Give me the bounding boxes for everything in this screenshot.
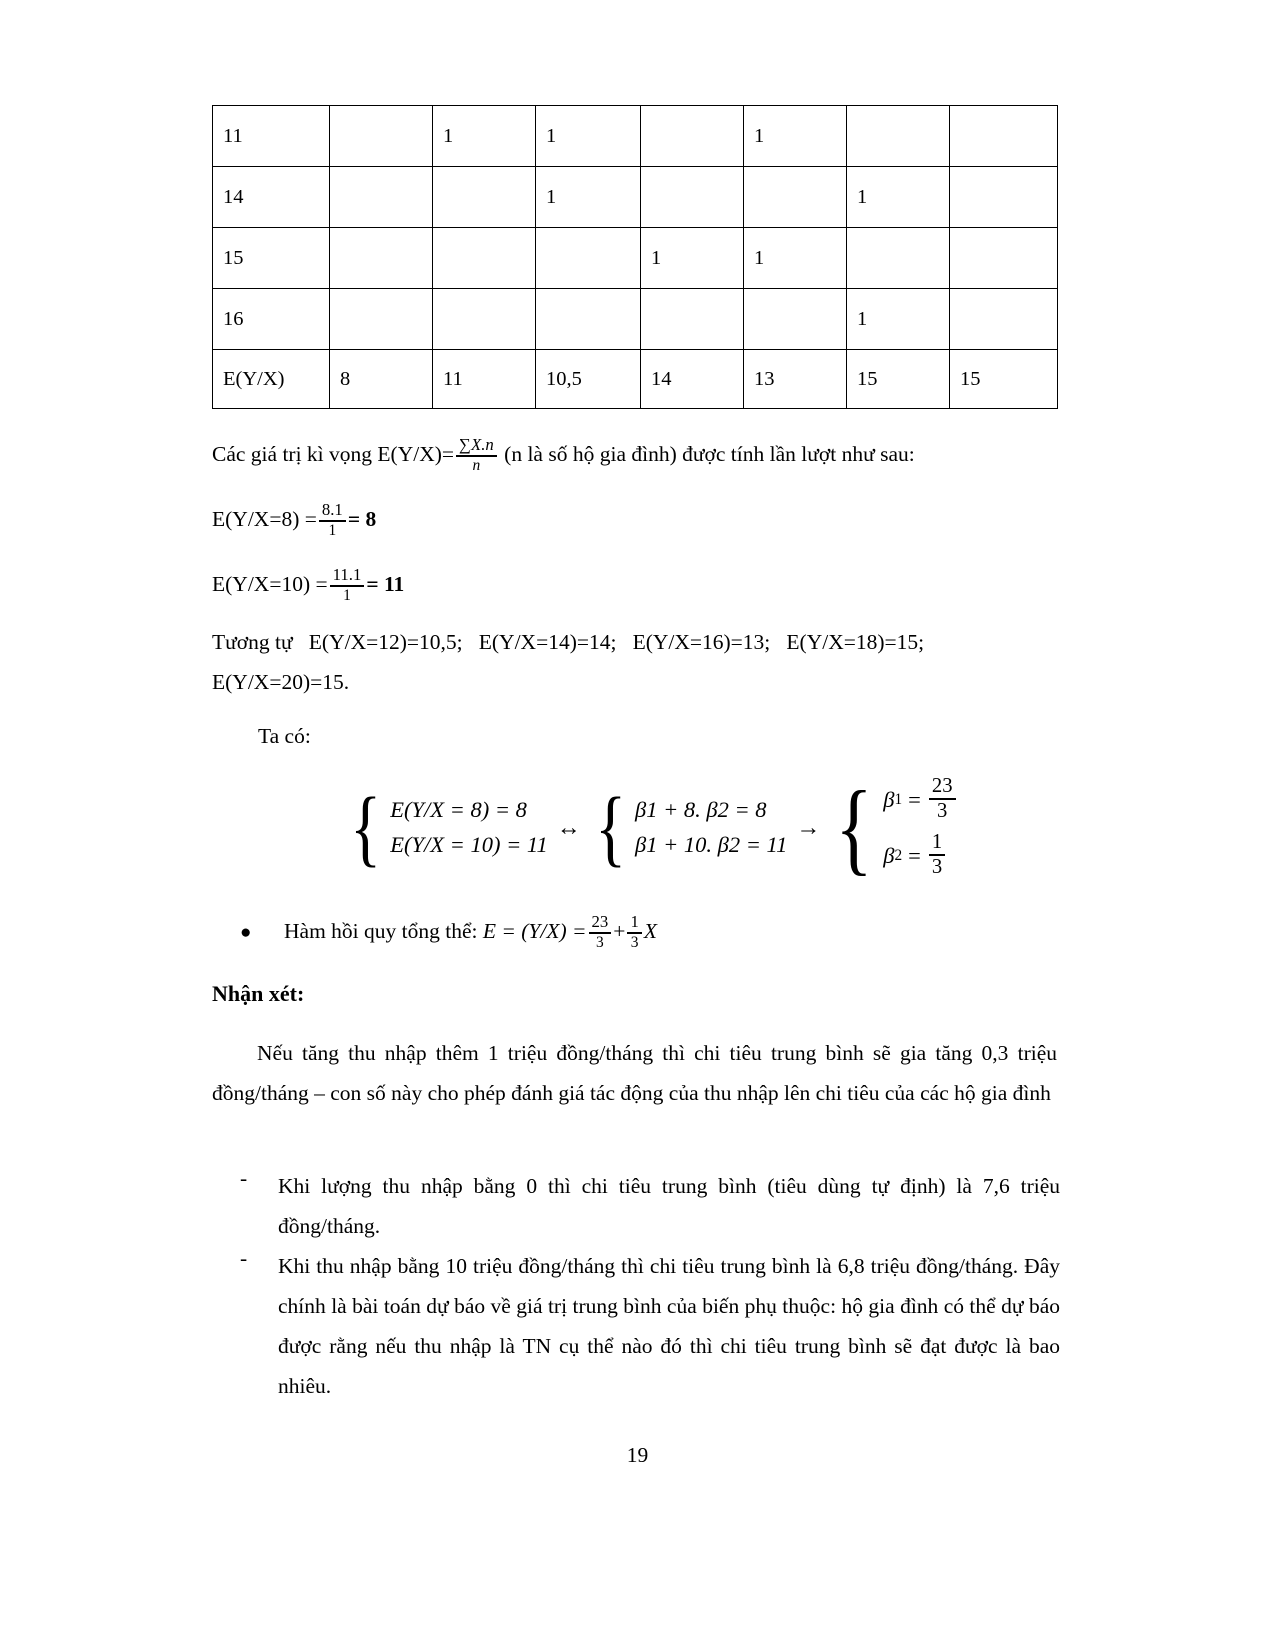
regression-label: Hàm hồi quy tổng thể: <box>284 919 478 944</box>
fraction-denominator: 3 <box>931 856 943 878</box>
similar-item: E(Y/X=16)=13; <box>632 630 771 654</box>
equivalence-arrow-icon: ↔ <box>556 814 581 841</box>
table-cell <box>433 167 536 228</box>
fraction-numerator: 1 <box>929 832 945 856</box>
similar-values-wrap: E(Y/X=20)=15. <box>212 670 350 694</box>
slope-fraction <box>627 914 641 950</box>
fraction-denominator: n <box>472 456 481 474</box>
fraction-numerator: 11.1 <box>330 567 365 587</box>
table-cell <box>433 228 536 289</box>
beta2-value-fraction <box>929 832 945 877</box>
fraction-denominator: 1 <box>343 586 351 604</box>
regression-bullet-content <box>284 912 657 951</box>
table-cell <box>744 167 847 228</box>
equation-row: E(Y/X = 8) = 8 <box>390 797 527 823</box>
table-cell: 1 <box>744 106 847 167</box>
table-cell <box>330 228 433 289</box>
fraction-denominator: 3 <box>630 933 639 951</box>
intercept-fraction <box>589 914 612 950</box>
equation-row: β1 + 10. β2 = 11 <box>635 832 788 857</box>
plus-sign: + <box>613 919 626 944</box>
beta1-value-fraction <box>929 776 956 821</box>
fraction-denominator: 1 <box>328 521 337 539</box>
table-row <box>213 289 1058 350</box>
table-cell <box>950 289 1058 350</box>
table-cell: 1 <box>847 167 950 228</box>
equation-row: β1 + 8. β2 = 8 <box>635 797 767 823</box>
table-cell <box>330 289 433 350</box>
frequency-table <box>212 105 1058 409</box>
table-cell: 10,5 <box>536 350 641 409</box>
calc1-rhs: = 8 <box>347 507 377 532</box>
beta-symbol: β <box>883 786 895 812</box>
system-right-column <box>879 772 957 884</box>
table-cell: 1 <box>536 167 641 228</box>
table-cell: 11 <box>433 350 536 409</box>
equals-sign: = <box>908 786 921 812</box>
we-have-label: Ta có: <box>258 724 311 748</box>
list-item-text: Khi thu nhập bằng 10 triệu đồng/tháng thì chi tiêu trung bình là 6,8 triệu đồng/tháng. Đây chính là bài toán dự báo về giá trị trung bình của biến phụ thuộc: hộ gia đình có thể dự báo được rằng nếu thu nhập là TN cụ thể nào đó thì chi tiêu trung bình sẽ đạt được là bao nhiêu. <box>278 1254 1060 1398</box>
table-cell: 15 <box>950 350 1058 409</box>
table-cell <box>641 167 744 228</box>
system-left-column <box>386 793 547 863</box>
list-item <box>240 1246 1060 1406</box>
calc1-lhs: E(Y/X=8) = <box>212 507 317 532</box>
remark-paragraph: Nếu tăng thu nhập thêm 1 triệu đồng/tháng thì chi tiêu trung bình sẽ gia tăng 0,3 triệu đồng/tháng – con số này cho phép đánh giá tác động của thu nhập lên chi tiêu của các hộ gia đình <box>212 1041 1057 1105</box>
table-cell: 1 <box>536 106 641 167</box>
beta-symbol: β <box>883 842 895 868</box>
calc2-fraction <box>330 567 365 603</box>
table-row <box>213 167 1058 228</box>
solution-row-beta2 <box>883 828 957 884</box>
table-row <box>213 106 1058 167</box>
dash-marker-icon: - <box>240 1166 248 1190</box>
solution-row-beta1 <box>883 772 957 828</box>
table-row-label: 15 <box>213 228 330 289</box>
similar-prefix: Tương tự <box>212 630 293 654</box>
table-cell <box>330 106 433 167</box>
bullet-dot-icon: ● <box>240 922 252 944</box>
calc2-lhs: E(Y/X=10) = <box>212 572 328 597</box>
equals-sign: = <box>908 842 921 868</box>
similar-item: E(Y/X=18)=15; <box>786 630 925 654</box>
table-cell <box>330 167 433 228</box>
equation-row: E(Y/X = 10) = 11 <box>390 832 548 857</box>
right-brace-icon: { <box>835 769 874 885</box>
middle-brace-icon: { <box>594 779 626 876</box>
expected-value-intro <box>212 435 915 474</box>
intro-text-before: Các giá trị kì vọng E(Y/X)= <box>212 442 455 467</box>
table-cell <box>641 106 744 167</box>
remark-heading: Nhận xét: <box>212 981 305 1006</box>
sum-over-n-fraction <box>456 437 497 473</box>
table-cell: 1 <box>433 106 536 167</box>
fraction-denominator: 3 <box>937 800 948 822</box>
table-cell: 1 <box>744 228 847 289</box>
page-number: 19 <box>626 1443 649 1467</box>
list-item <box>240 1166 1060 1246</box>
table-row-label: 11 <box>213 106 330 167</box>
table-cell <box>847 106 950 167</box>
fraction-denominator: 3 <box>596 933 604 951</box>
system-of-equations <box>345 769 958 885</box>
calc-line-x8 <box>212 500 377 539</box>
table-cell: 13 <box>744 350 847 409</box>
table-cell <box>950 228 1058 289</box>
fraction-numerator: 1 <box>627 914 641 934</box>
regression-variable: X <box>643 919 657 944</box>
regression-formula-lhs: E = (Y/X) = <box>482 919 587 944</box>
table-cell <box>950 106 1058 167</box>
table-cell <box>433 289 536 350</box>
table-cell <box>950 167 1058 228</box>
similar-item: E(Y/X=14)=14; <box>478 630 617 654</box>
table-cell: 15 <box>847 350 950 409</box>
system-middle-column <box>631 793 787 863</box>
table-row-expected-value <box>213 350 1058 409</box>
regression-function-bullet <box>240 912 657 951</box>
similar-values-line <box>212 632 924 654</box>
calc-line-x10 <box>212 565 405 604</box>
implies-arrow-icon: → <box>796 814 821 841</box>
table-cell: 1 <box>847 289 950 350</box>
table-cell <box>536 228 641 289</box>
fraction-numerator: ∑X.n <box>456 437 497 457</box>
fraction-numerator: 23 <box>929 776 956 800</box>
beta-subscript: 2 <box>894 846 903 864</box>
calc1-fraction <box>319 502 346 538</box>
calc2-rhs: = 11 <box>366 572 405 597</box>
table-cell <box>641 289 744 350</box>
dash-marker-icon: - <box>240 1246 248 1270</box>
table-cell: 14 <box>641 350 744 409</box>
list-item-text: Khi lượng thu nhập bằng 0 thì chi tiêu trung bình (tiêu dùng tự định) là 7,6 triệu đồng/tháng. <box>278 1174 1060 1238</box>
table-cell: 1 <box>641 228 744 289</box>
table-cell <box>536 289 641 350</box>
table-row-label: 16 <box>213 289 330 350</box>
left-brace-icon: { <box>350 779 382 876</box>
table-cell: 8 <box>330 350 433 409</box>
table-row-label: 14 <box>213 167 330 228</box>
table-cell <box>847 228 950 289</box>
table-cell <box>744 289 847 350</box>
table-row <box>213 228 1058 289</box>
similar-item: E(Y/X=12)=10,5; <box>308 630 463 654</box>
fraction-numerator: 23 <box>589 914 612 934</box>
beta-subscript: 1 <box>894 790 903 808</box>
fraction-numerator: 8.1 <box>319 502 346 522</box>
intro-text-after: (n là số hộ gia đình) được tính lần lượt như sau: <box>504 442 915 467</box>
table-row-label: E(Y/X) <box>213 350 330 409</box>
